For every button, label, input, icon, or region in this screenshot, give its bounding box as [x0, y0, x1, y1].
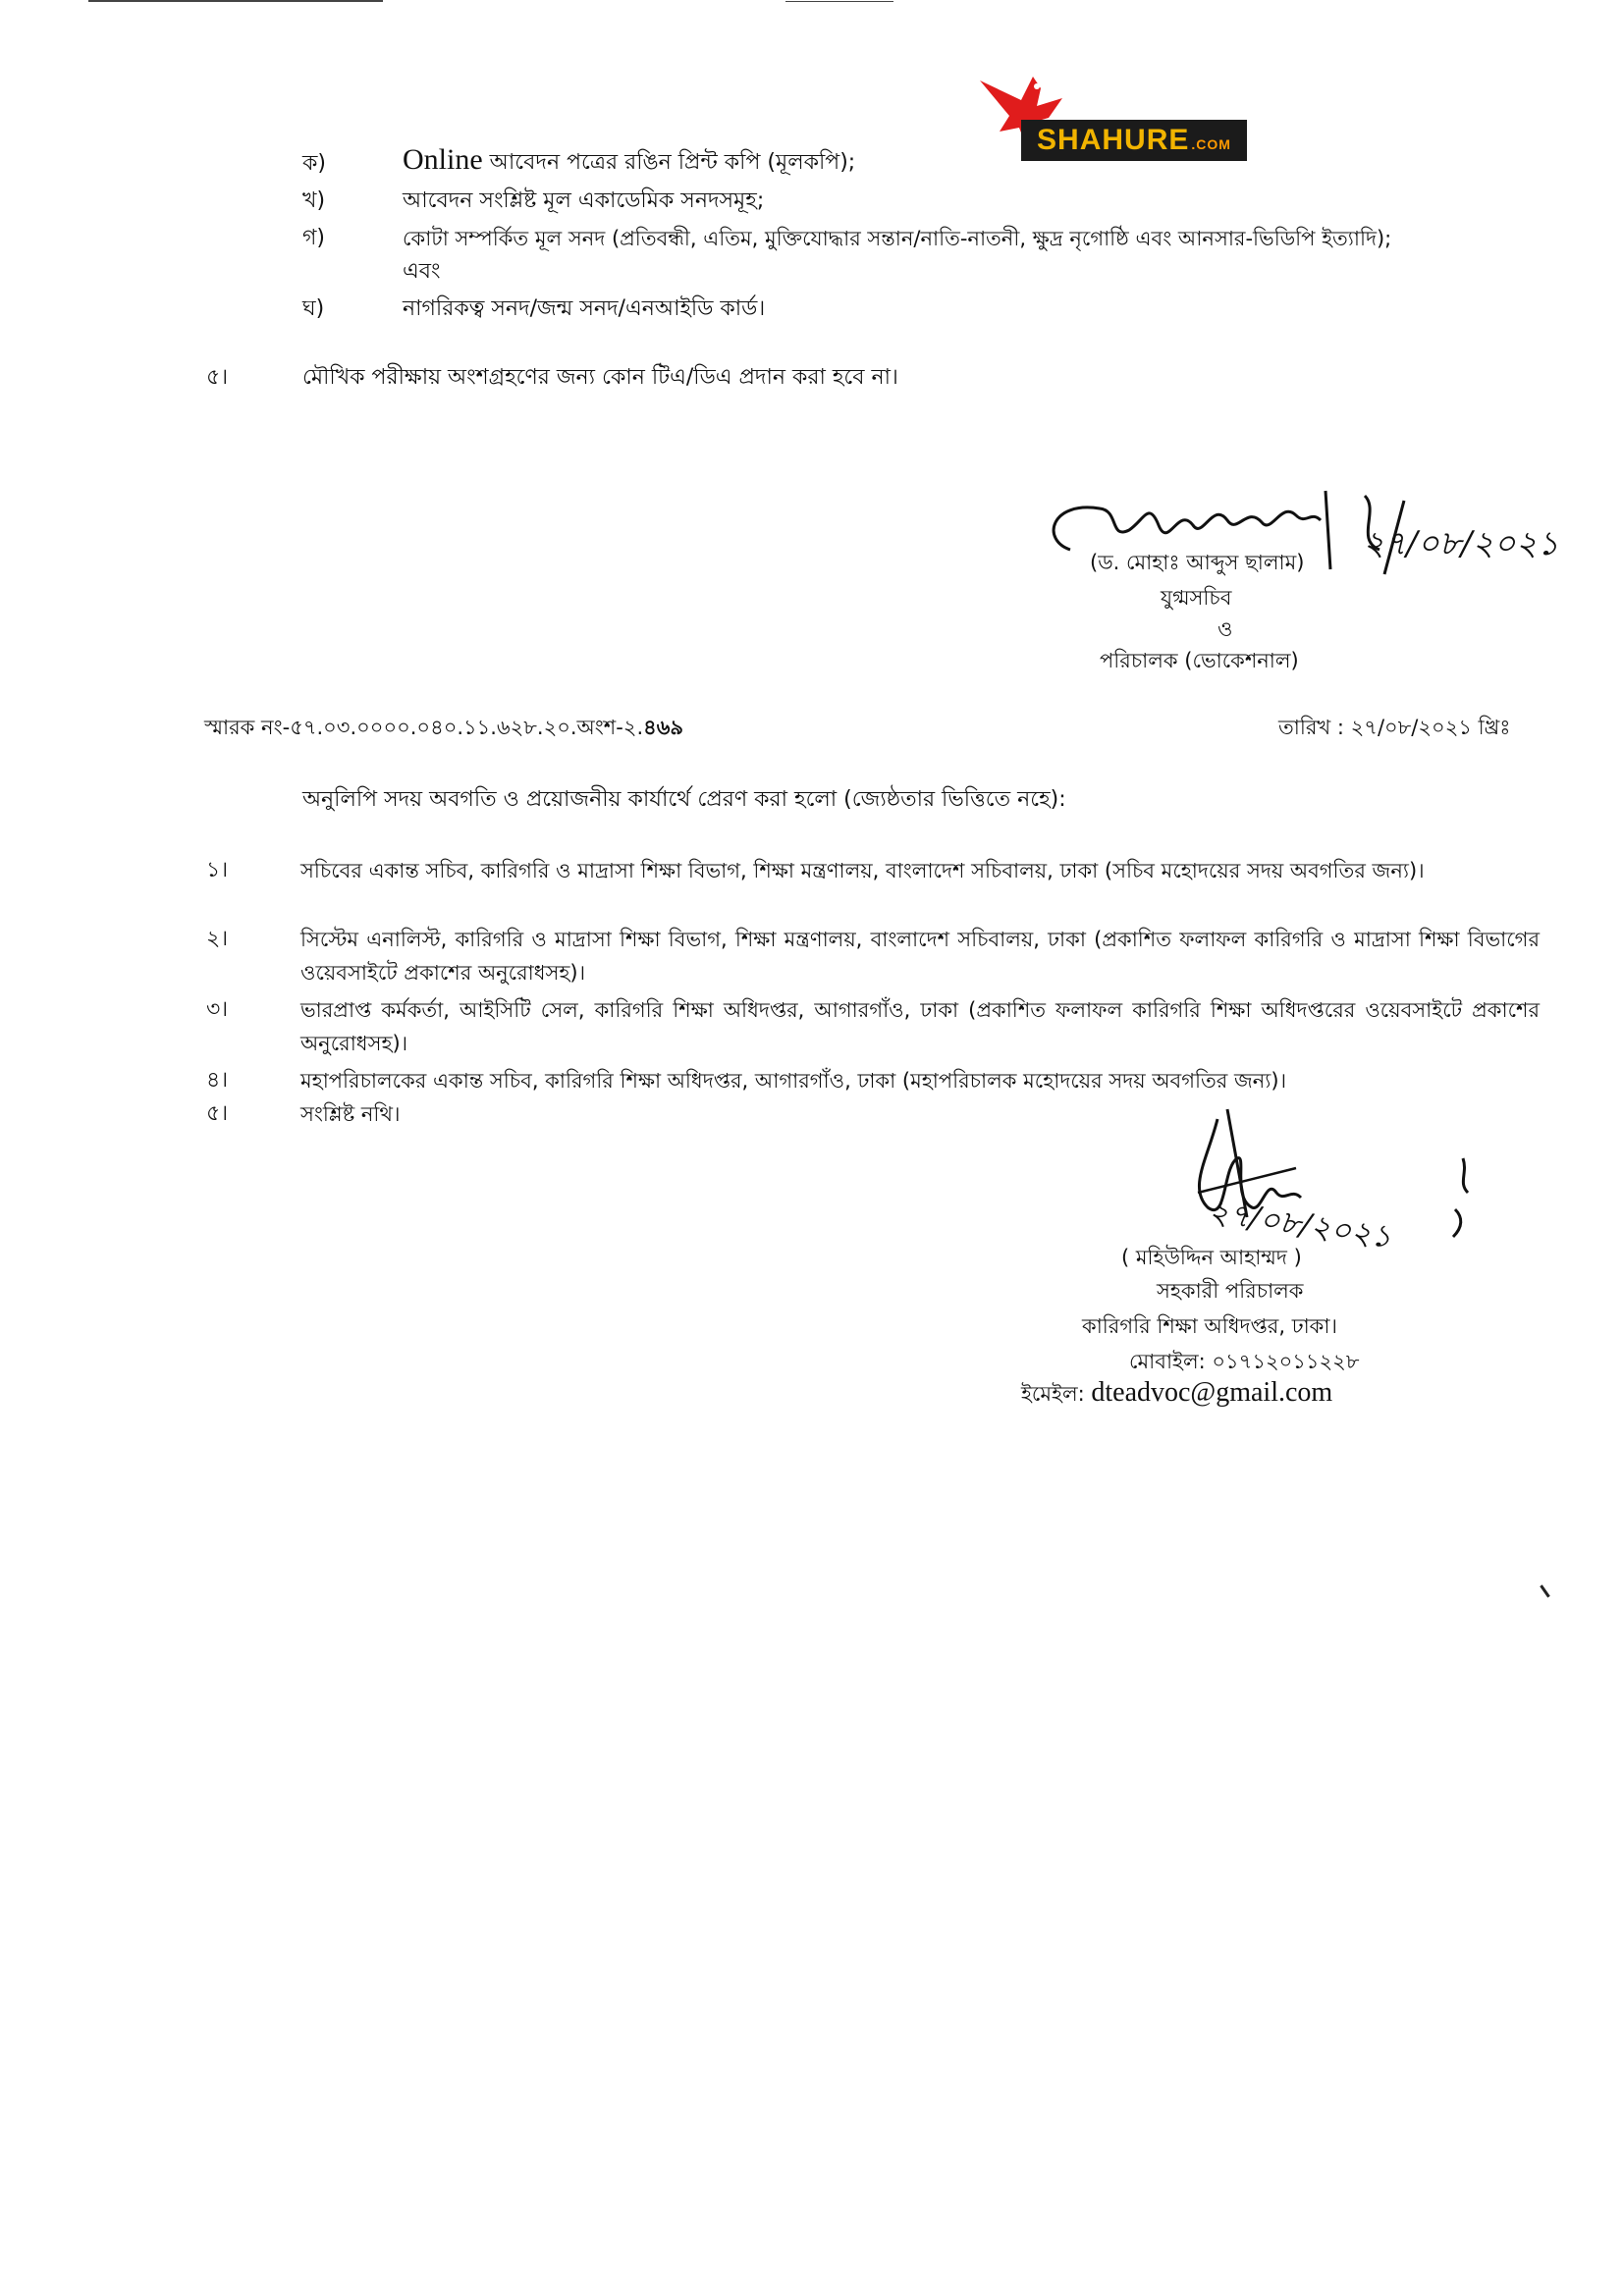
signatory-2-designation: সহকারী পরিচালক: [1157, 1279, 1304, 1303]
list-marker: খ): [302, 188, 326, 213]
memo-date-value: ২৭/০৮/২০২১ খ্রিঃ: [1350, 716, 1511, 739]
memo-ref-prefix: স্মারক নং-৫৭.০৩.০০০০.০৪০.১১.৬২৮.২০.অংশ-২.: [204, 716, 644, 739]
watermark-logo: [972, 59, 1257, 167]
signatory-2-name: ( মহিউদ্দিন আহাম্মদ ): [1121, 1246, 1302, 1269]
copy-number: ৪।: [206, 1068, 229, 1093]
copy-number: ১।: [206, 858, 229, 882]
memo-ref: [204, 711, 683, 744]
list-marker: ঘ): [302, 296, 325, 321]
copy-item-text: সিস্টেম এনালিস্ট, কারিগরি ও মাদ্রাসা শিক্ষা বিভাগ, শিক্ষা মন্ত্রণালয়, বাংলাদেশ সচিবালয়, ঢাকা (প্রকাশিত ফলাফল কারিগরি ও মাদ্রাসা শিক্ষা বিভাগের ওয়েবসাইটে প্রকাশের অনুরোধসহ)।: [300, 928, 1540, 985]
copy-number: ২।: [206, 927, 229, 951]
signatory-2-office: কারিগরি শিক্ষা অধিদপ্তর, ঢাকা।: [1082, 1314, 1337, 1338]
signatory-1-name: (ড. মোহাঃ আব্দুস ছালাম): [1090, 551, 1305, 574]
list-item-latin: Online: [403, 143, 483, 176]
memo-date: [1278, 711, 1510, 744]
copy-item-text: ভারপ্রাপ্ত কর্মকর্তা, আইসিটি সেল, কারিগরি শিক্ষা অধিদপ্তর, আগারগাঁও, ঢাকা (প্রকাশিত ফলাফল কারিগরি শিক্ষা অধিদপ্তরের ওয়েবসাইটে প্রকাশের অনুরোধসহ)।: [300, 998, 1540, 1055]
copy-number: ৫।: [206, 1101, 229, 1126]
list-item-text-cont: এবং: [403, 259, 441, 284]
list-marker: ক): [302, 151, 326, 176]
signatory-1-designation: যুগ্মসচিব: [1161, 586, 1232, 610]
memo-ref-number: ৪৬৯: [643, 716, 684, 739]
email-label: ইমেইল:: [1021, 1382, 1085, 1406]
copy-intro: অনুলিপি সদয় অবগতি ও প্রয়োজনীয় কার্যার্থে প্রেরণ করা হলো (জ্যেষ্ঠতার ভিত্তিতে নহে):: [302, 787, 1066, 812]
mobile-value: ০১৭১২০১১২২৮: [1212, 1350, 1360, 1373]
scan-edge-mark: [88, 0, 383, 2]
signature-2-date: ২৭/০৮/২০২১: [1206, 1193, 1394, 1255]
email-value: dteadvoc@gmail.com: [1091, 1377, 1333, 1408]
scan-speck: [1540, 1584, 1549, 1597]
watermark-text: SHAHURE .COM: [1021, 120, 1247, 161]
list-item-text: আবেদন পত্রের রঙিন প্রিন্ট কপি (মূলকপি);: [482, 150, 856, 175]
list-item-text: কোটা সম্পর্কিত মূল সনদ (প্রতিবন্ধী, এতিম, মুক্তিযোদ্ধার সন্তান/নাতি-নাতনী, ক্ষুদ্র নৃগোষ্ঠি এবং আনসার-ভিডিপি ইত্যাদি);: [403, 227, 1392, 250]
signature-1-date: ২৭/০৮/২০২১: [1363, 524, 1559, 563]
list-item-text: আবেদন সংশ্লিষ্ট মূল একাডেমিক সনদসমূহ;: [403, 188, 765, 213]
mobile-label: মোবাইল:: [1129, 1350, 1206, 1373]
signatory-1-conj: ও: [1217, 617, 1233, 641]
clause-number: ৫।: [206, 365, 229, 390]
list-marker: গ): [302, 226, 326, 250]
copy-number: ৩।: [206, 997, 229, 1022]
clause-text: মৌখিক পরীক্ষায় অংশগ্রহণের জন্য কোন টিএ/ডিএ প্রদান করা হবে না।: [302, 365, 898, 390]
copy-item-text: মহাপরিচালকের একান্ত সচিব, কারিগরি শিক্ষা অধিদপ্তর, আগারগাঁও, ঢাকা (মহাপরিচালক মহোদয়ের সদয় অবগতির জন্য)।: [300, 1069, 1287, 1093]
list-item: [403, 143, 855, 180]
signatory-2-email: [1021, 1376, 1332, 1411]
list-item-text: নাগরিকত্ব সনদ/জন্ম সনদ/এনআইডি কার্ড।: [403, 296, 766, 321]
memo-date-label: তারিখ :: [1278, 716, 1344, 739]
copy-item-text: সচিবের একান্ত সচিব, কারিগরি ও মাদ্রাসা শিক্ষা বিভাগ, শিক্ষা মন্ত্রণালয়, বাংলাদেশ সচিবালয়, ঢাকা (সচিব মহোদয়ের সদয় অবগতির জন্য)।: [300, 859, 1425, 882]
copy-item-text: সংশ্লিষ্ট নথি।: [300, 1102, 401, 1126]
signatory-2-mobile: [1129, 1345, 1359, 1378]
scan-edge-mark: [785, 1, 893, 2]
signatory-1-role: পরিচালক (ভোকেশনাল): [1100, 649, 1299, 672]
